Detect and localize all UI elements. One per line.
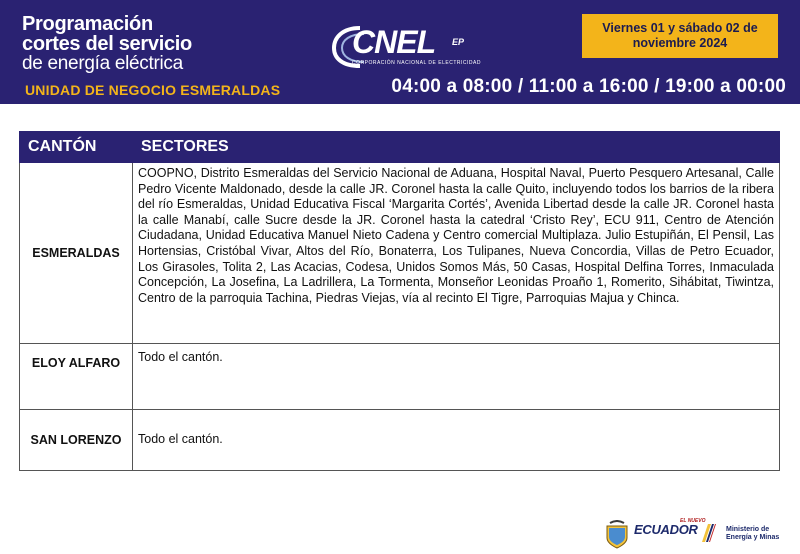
title-line-1: Programación — [22, 13, 153, 35]
ministry-label — [726, 526, 779, 542]
column-header-sectores: SECTORES — [133, 132, 780, 163]
cnel-subtitle: CORPORACIÓN NACIONAL DE ELECTRICIDAD — [352, 60, 481, 66]
cnel-logo — [330, 22, 490, 72]
cnel-brand: CNEL — [352, 24, 436, 60]
sectors-cell: Todo el cantón. — [133, 344, 780, 410]
el-nuevo-label: EL NUEVO — [680, 518, 706, 524]
canton-cell: ESMERALDAS — [20, 163, 133, 344]
ecuador-logo-text: ECUADOR — [634, 522, 698, 537]
footer-logos — [604, 518, 794, 552]
table-row — [20, 344, 780, 410]
ministry-line-2: Energía y Minas — [726, 534, 780, 541]
table-header-row — [20, 132, 780, 163]
sectors-cell: COOPNO, Distrito Esmeraldas del Servicio Nacional de Aduana, Hospital Naval, Puerto Pesquero Artesanal, Calle Pedro Vicente Maldonado, desde la calle JR. Coronel hasta la calle Quito, incluyendo todos los barrios de la ribera del río Esmeraldas, Unidad Educativa Fiscal ‘Margarita Cortés’, Avenida Libertad desde la calle JR. Coronel hasta la calle Manabí, calle Sucre desde la JR. Coronel hasta la catedral ‘Cristo Rey’, ECU 911, Centro de Atención Ciudadana, Unidad Educativa Manuel Nieto Cadena y Centro comercial Multiplaza. Julio Estupiñán, El Pensil, Las Hortensias, Cristóbal Vivar, Altos del Río, Bonaterra, Los Tulipanes, Nueva Concordia, Villas de Petro Ecuador, Los Girasoles, Tolita 2, Las Acacias, Codesa, Unidos Somos Más, 50 Casas, Hospital Delfina Torres, Inmaculada Concepción, La Josefina, La Ladrillera, La Tormenta, Monseñor Leonidas Proaño 1, Romerito, Sihábitat, Tiwintza, Centro de la parroquia Tachina, Piedras Viejas, vía al recinto El Tigre, Parroquias Majua y Chinca. — [133, 163, 780, 344]
coat-of-arms-icon — [604, 520, 630, 550]
date-line-1: Viernes 01 y sábado 02 de — [602, 21, 758, 35]
title-line-3: de energía eléctrica — [22, 53, 183, 74]
canton-cell: SAN LORENZO — [20, 410, 133, 471]
outage-table — [19, 131, 780, 471]
column-header-canton: CANTÓN — [20, 132, 133, 163]
sectors-cell: Todo el cantón. — [133, 410, 780, 471]
ministry-line-1: Ministerio de — [726, 526, 770, 533]
date-line-2: noviembre 2024 — [632, 36, 728, 50]
outage-schedule-times: 04:00 a 08:00 / 11:00 a 16:00 / 19:00 a 00:00 — [391, 76, 786, 97]
program-title — [22, 14, 192, 74]
date-badge — [582, 14, 778, 58]
table-row — [20, 163, 780, 344]
cnel-ep: EP — [452, 37, 465, 47]
flag-stripes-icon — [700, 524, 716, 542]
canton-cell: ELOY ALFARO — [20, 344, 133, 410]
header-banner — [0, 0, 800, 104]
title-line-2: cortes del servicio — [22, 33, 192, 55]
table-row — [20, 410, 780, 471]
business-unit-label: UNIDAD DE NEGOCIO ESMERALDAS — [25, 82, 281, 98]
